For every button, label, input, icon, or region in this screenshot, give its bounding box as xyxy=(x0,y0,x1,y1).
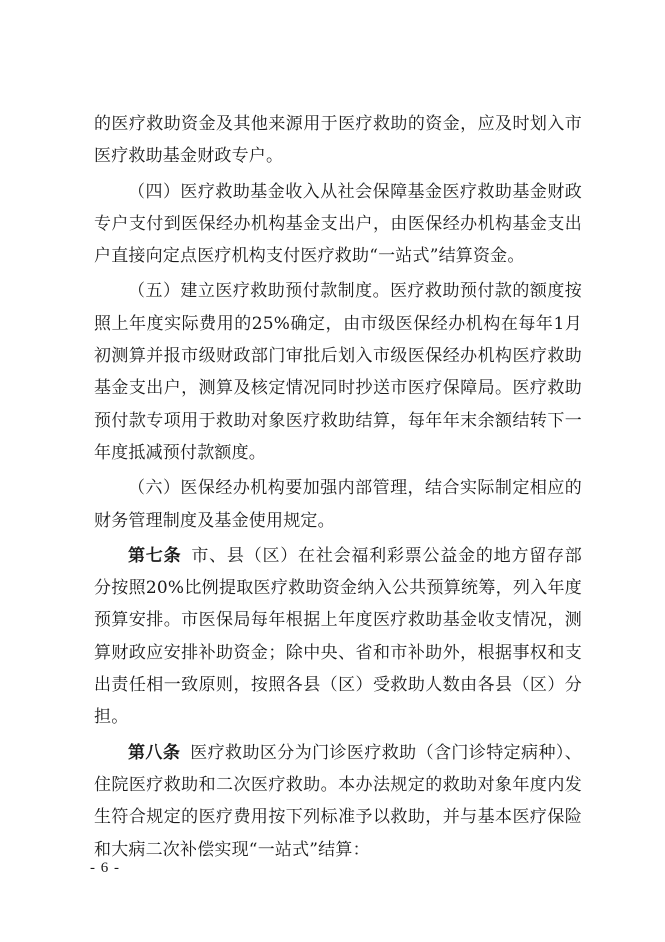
paragraph-item-6: （六）医保经办机构要加强内部管理，结合实际制定相应的财务管理制度及基金使用规定。 xyxy=(94,478,582,531)
article-7-heading: 第七条 xyxy=(128,545,182,566)
article-8-body: 医疗救助区分为门诊医疗救助（含门诊特定病种）、住院医疗救助和二次医疗救助。本办法规定的救助对象年度内发生符合规定的医疗费用按下列标准予以救助，并与基本医疗保险和大病二次补偿实现“一站式”结算： xyxy=(94,742,582,860)
article-7 xyxy=(94,540,582,734)
page-number: - 6 - xyxy=(90,860,120,876)
article-8-heading: 第八条 xyxy=(128,742,181,763)
document-body xyxy=(94,108,582,869)
paragraph-item-5: （五）建立医疗救助预付款制度。医疗救助预付款的额度按照上年度实际费用的25%确定，由市级医保经办机构在每年1月初测算并报市级财政部门审批后划入市级医保经办机构医疗救助基金支出户，测算及核定情况同时抄送市医疗保障局。医疗救助预付款专项用于救助对象医疗救助结算，每年年末余额结转下一年度抵减预付款额度。 xyxy=(94,281,582,463)
paragraph-continuation: 的医疗救助资金及其他来源用于医疗救助的资金，应及时划入市医疗救助基金财政专户。 xyxy=(94,114,582,167)
article-7-body: 市、县（区）在社会福利彩票公益金的地方留存部分按照20%比例提取医疗救助资金纳入公共预算统筹，列入年度预算安排。市医保局每年根据上年度医疗救助基金收支情况，测算财政应安排补助资金；除中央、省和市补助外，根据事权和支出责任相一致原则，按照各县（区）受救助人数由各县（区）分担。 xyxy=(94,545,582,728)
paragraph-item-4: （四）医疗救助基金收入从社会保障基金医疗救助基金财政专户支付到医保经办机构基金支出户，由医保经办机构基金支出户直接向定点医疗机构支付医疗救助“一站式”结算资金。 xyxy=(94,181,582,267)
article-8 xyxy=(94,737,582,866)
